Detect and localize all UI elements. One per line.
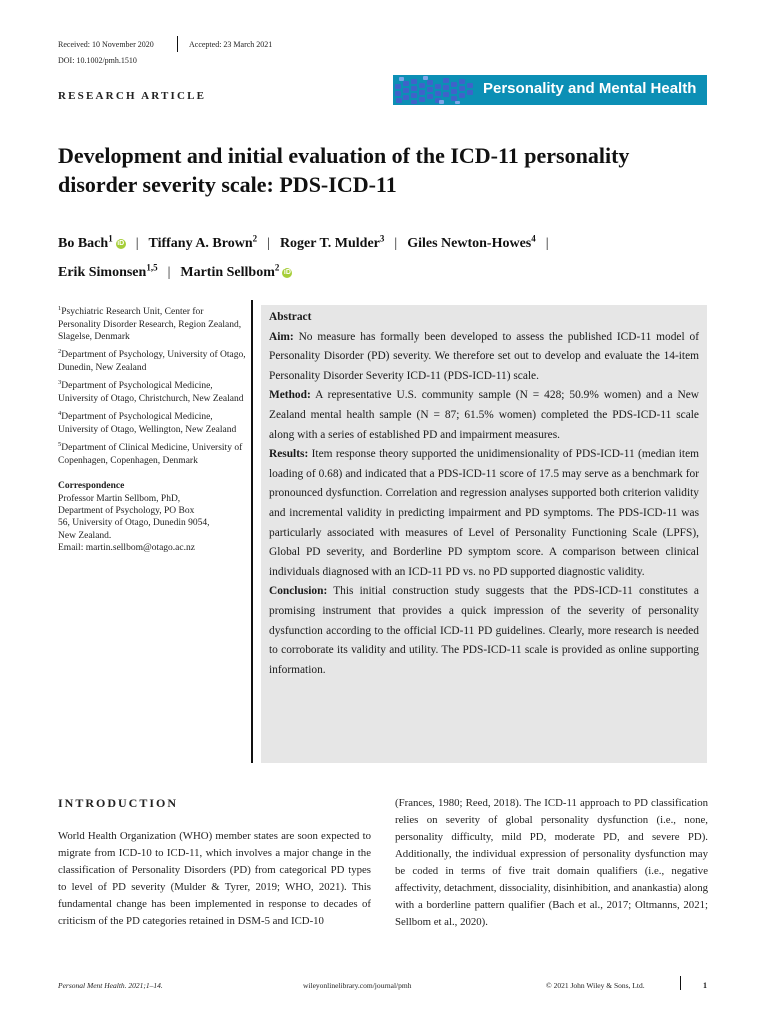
- author-affiliation-sup: 1,5: [146, 262, 158, 273]
- abstract-label: Aim:: [269, 330, 294, 343]
- affiliations-block: [58, 303, 248, 555]
- abstract-heading: Abstract: [269, 311, 312, 323]
- correspondence-line: 56, University of Otago, Dunedin 9054,: [58, 518, 210, 529]
- journal-banner: [393, 75, 707, 105]
- abstract-box: [261, 305, 707, 763]
- affiliation-text: Department of Clinical Medicine, University of Copenhagen, Copenhagen, Denmark: [58, 443, 243, 466]
- affiliation-item: [58, 408, 248, 436]
- affiliation-item: [58, 303, 248, 343]
- received-date: Received: 10 November 2020: [58, 40, 154, 49]
- correspondence-email[interactable]: Email: martin.sellbom@otago.ac.nz: [58, 543, 195, 554]
- affiliation-sup: 1: [58, 305, 62, 312]
- abstract-label: Results:: [269, 448, 309, 461]
- abstract-text: Item response theory supported the unidimensionality of PDS-ICD-11 (median item loading of 0.68) and indicated that a PDS-ICD-11 score of 17.5 may serve as a benchmark for pronounced dysfunction. Correlation and regression analyses supported both criterion validity and incremental validity in predicting impairment and PD symptoms. The PDS-ICD-11 was particularly associated with measures of Level of Personality Functioning Scale (LPFS), Global PD severity, and Borderline PD symptom score. A comparison between clinical individuals diagnosed with an ICD-11 PD vs. no PD supported diagnostic validity.: [269, 448, 699, 578]
- affiliation-text: Psychiatric Research Unit, Center for Personality Disorder Research, Region Zealand, Slagelse, Denmark: [58, 307, 242, 342]
- author-affiliation-sup: 3: [379, 233, 385, 243]
- page-number: 1: [703, 981, 707, 990]
- abstract-text: A representative U.S. community sample (N = 428; 50.9% women) and a New Zealand mental health sample (N = 87; 61.5% women) completed the PDS-ICD-11 scale along with a series of established PD and impairment measures.: [269, 389, 699, 441]
- affiliation-text: Department of Psychological Medicine, University of Otago, Wellington, New Zealand: [58, 412, 237, 435]
- orcid-icon[interactable]: iD: [117, 239, 125, 247]
- author-separator: |: [545, 235, 549, 251]
- introduction-heading: INTRODUCTION: [58, 796, 179, 810]
- author-affiliation-sup: 4: [531, 233, 536, 243]
- affiliation-sup: 5: [58, 441, 62, 449]
- affiliation-text: Department of Psychology, University of Otago, Dunedin, New Zealand: [58, 350, 246, 373]
- affiliation-sup: 2: [58, 348, 62, 356]
- footer-url-link[interactable]: wileyonlinelibrary.com/journal/pmh: [303, 981, 412, 990]
- author-entry[interactable]: [58, 233, 126, 251]
- author-name: Giles Newton-Howes: [407, 235, 532, 251]
- correspondence-line: Department of Psychology, PO Box: [58, 506, 195, 517]
- footer-copyright: © 2021 John Wiley & Sons, Ltd.: [546, 981, 645, 990]
- accepted-date: Accepted: 23 March 2021: [189, 40, 273, 49]
- correspondence-line: Professor Martin Sellbom, PhD,: [58, 493, 181, 504]
- abstract-section-conclusion: [269, 582, 699, 680]
- author-separator: |: [394, 235, 398, 251]
- author-name: Martin Sellbom: [180, 265, 275, 281]
- abstract-section-results: [269, 445, 699, 582]
- author-name: Bo Bach: [58, 235, 109, 251]
- abstract-label: Method:: [269, 389, 311, 402]
- author-affiliation-sup: 1: [108, 233, 113, 243]
- header-divider: [177, 36, 178, 52]
- introduction-column-left: World Health Organization (WHO) member states are soon expected to migrate from ICD-10 to ICD-11, which involves a major change in the classification of Personality Disorders (PD) from categorical PD types to level of PD severity (Mulder & Tyrer, 2019; WHO, 2021). This fundamental change has been implemented in response to decades of criticism of the PD categories retained in DSM-5 and ICD-10: [58, 830, 371, 927]
- correspondence-heading: Correspondence: [58, 481, 125, 492]
- affiliation-text: Department of Psychological Medicine, University of Otago, Christchurch, New Zealand: [58, 381, 244, 404]
- affiliation-item: [58, 439, 248, 467]
- abstract-section-method: [269, 386, 699, 445]
- affiliation-sup: 3: [58, 379, 62, 387]
- author-separator: |: [267, 235, 270, 251]
- author-affiliation-sup: 2: [252, 233, 258, 243]
- correspondence-line: New Zealand.: [58, 530, 112, 541]
- journal-logo-icon: [393, 75, 477, 105]
- author-name: Erik Simonsen: [58, 265, 147, 281]
- orcid-icon[interactable]: iD: [283, 269, 291, 277]
- affiliation-item: [58, 346, 248, 374]
- author-entry[interactable]: [148, 233, 258, 251]
- author-entry[interactable]: [407, 233, 536, 251]
- author-list: [58, 226, 718, 285]
- author-affiliation-sup: 2: [274, 262, 280, 273]
- column-divider: [251, 300, 253, 763]
- author-separator: |: [167, 265, 171, 281]
- affiliation-item: [58, 377, 248, 405]
- abstract-text: No measure has formally been developed to assess the published ICD-11 model of Personality Disorder (PD) severity. We therefore set out to develop and evaluate the 14-item Personality Disorder Severity ICD-11 (PDS-ICD-11) scale.: [269, 330, 699, 382]
- article-title: Development and initial evaluation of the ICD-11 personality disorder severity scale: PDS-ICD-11: [58, 143, 630, 197]
- doi-link[interactable]: DOI: 10.1002/pmh.1510: [58, 56, 137, 65]
- abstract-section-aim: [269, 328, 699, 387]
- abstract-label: Conclusion:: [269, 585, 328, 598]
- author-entry[interactable]: [180, 262, 292, 281]
- footer-citation: Personal Ment Health. 2021;1–14.: [58, 981, 163, 990]
- introduction-column-right: (Frances, 1980; Reed, 2018). The ICD-11 approach to PD classification relies on severity of global personality dysfunction (i.e., none, personality difficulty, mild PD, moderate PD, and severe PD). Additionally, the individual expression of personality dysfunction may be coded in terms of five trait domain qualifiers (i.e., negative affectivity, detachment, dissociality, disinhibition, and anankastia) along with a borderline pattern qualifier (Bach et al., 2017; Oltmanns, 2021; Sellbom et al., 2020).: [395, 797, 708, 928]
- author-name: Roger T. Mulder: [279, 235, 380, 251]
- author-separator: |: [135, 235, 139, 251]
- footer-divider: [680, 976, 681, 990]
- author-entry[interactable]: [279, 233, 385, 251]
- article-type-label: RESEARCH ARTICLE: [58, 90, 207, 102]
- abstract-text: This initial construction study suggests that the PDS-ICD-11 constitutes a promising instrument that provides a quick impression of the severity of personality dysfunction according to the official ICD-11 PD guidelines. Clearly, more research is needed to corroborate its validity and utility. The PDS-ICD-11 scale is provided as online supporting information.: [269, 585, 699, 676]
- affiliation-sup: 4: [58, 410, 62, 418]
- author-name: Tiffany A. Brown: [148, 235, 253, 251]
- author-entry[interactable]: [58, 262, 158, 281]
- journal-name: Personality and Mental Health: [483, 80, 697, 97]
